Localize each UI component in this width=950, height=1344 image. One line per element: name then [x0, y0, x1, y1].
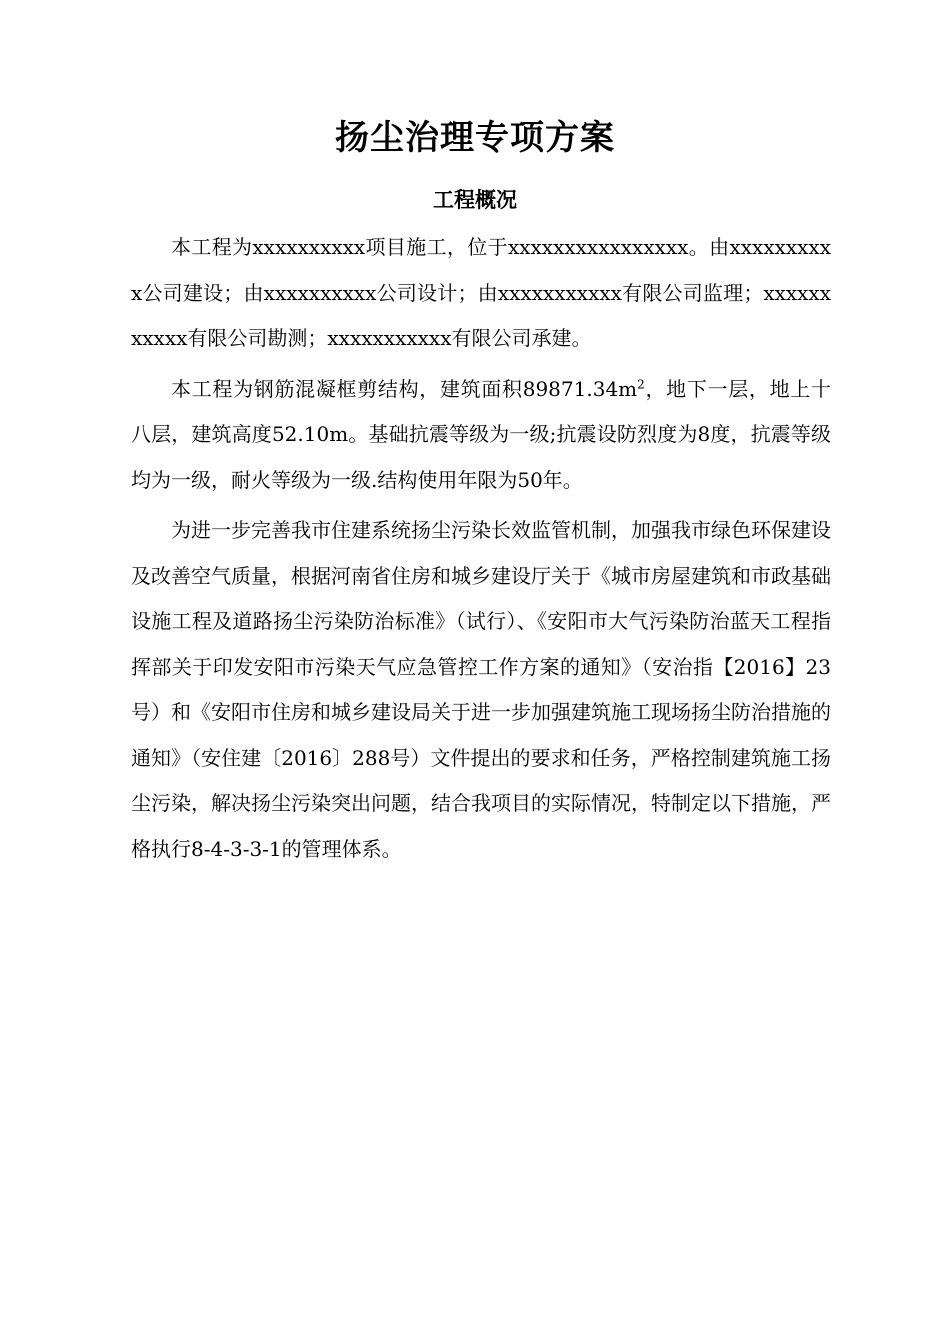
document-body	[131, 225, 831, 877]
document-title: 扬尘治理专项方案	[335, 118, 615, 158]
superscript-area-unit: 2	[637, 376, 645, 391]
paragraph-structure-text-b: ，地下一层，地上十八层，建筑高度52.10m。基础抗震等级为一级;抗震设防烈度为8度，抗震等级均为一级，耐火等级为一级.结构使用年限为50年。	[131, 376, 831, 492]
paragraph-structure-text-a: 本工程为钢筋混凝框剪结构，建筑面积89871.34m	[171, 376, 638, 401]
paragraph-structure-info	[131, 367, 831, 504]
paragraph-dust-control-basis: 为进一步完善我市住建系统扬尘污染长效监管机制，加强我市绿色环保建设及改善空气质量，根据河南省住房和城乡建设厅关于《城市房屋建筑和市政基础设施工程及道路扬尘污染防治标准》（试行）、《安阳市大气污染防治蓝天工程指挥部关于印发安阳市污染天气应急管控工作方案的通知》（安治指【2016】23号）和《安阳市住房和城乡建设局关于进一步加强建筑施工现场扬尘防治措施的通知》（安住建〔2016〕288号）文件提出的要求和任务，严格控制建筑施工扬尘污染，解决扬尘污染突出问题，结合我项目的实际情况，特制定以下措施，严格执行8-4-3-3-1的管理体系。	[131, 518, 831, 861]
section-heading: 工程概况	[433, 187, 517, 212]
paragraph-project-overview: 本工程为xxxxxxxxxx项目施工，位于xxxxxxxxxxxxxxxx。由xxxxxxxxxx公司建设；由xxxxxxxxxx公司设计；由xxxxxxxxxxx有限公司监理；xxxxxxxxxxx有限公司勘测；xxxxxxxxxxx有限公司承建。	[131, 235, 831, 350]
